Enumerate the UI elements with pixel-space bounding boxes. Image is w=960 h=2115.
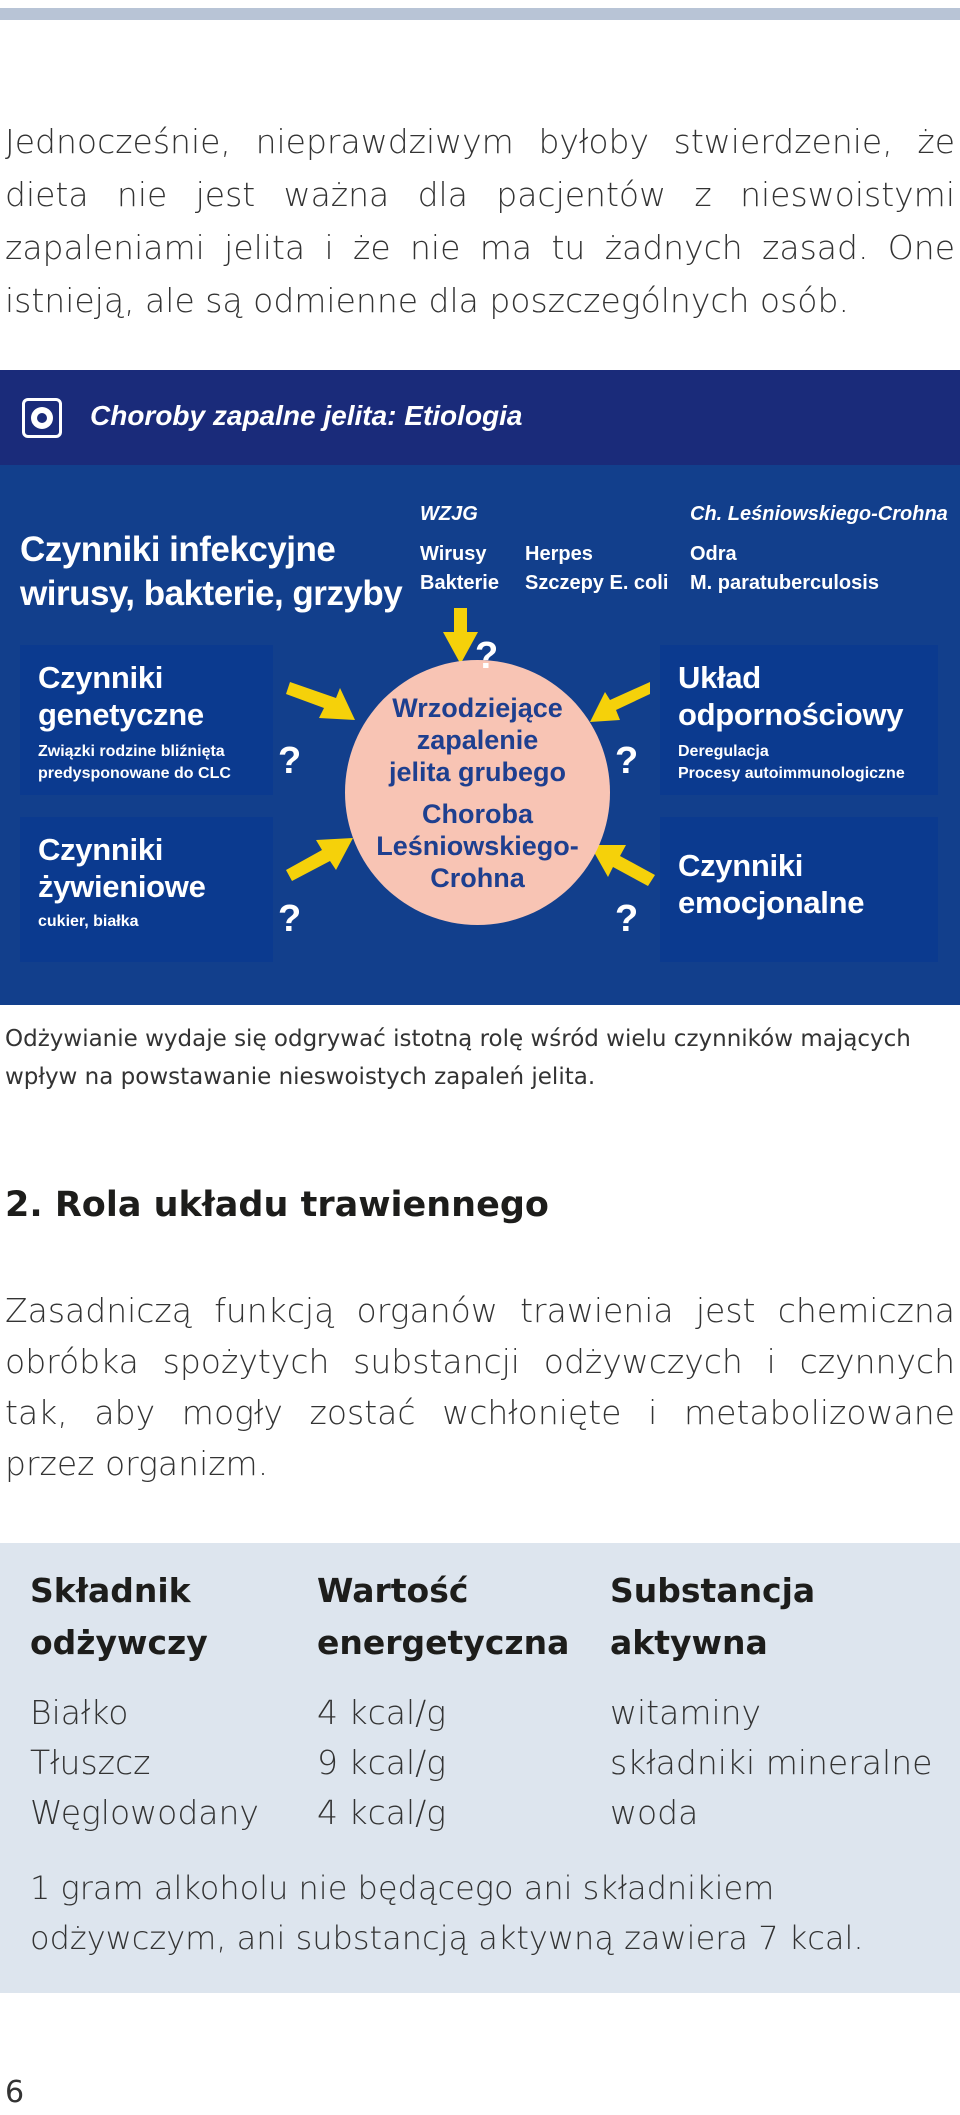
question-mark-emotional: ? <box>615 898 639 940</box>
top-divider <box>0 8 960 20</box>
infectious-col-crohn: Odra M. paratuberculosis <box>690 543 879 594</box>
arrow-diet-icon <box>286 838 353 881</box>
arrow-down-icon <box>443 608 478 664</box>
immune-system-box: Układ odpornościowy Deregulacja Procesy autoimmunologiczne <box>660 645 938 795</box>
etiology-figure <box>0 370 960 1005</box>
section-title: 2. Rola układu trawiennego <box>5 1185 549 1225</box>
infectious-col-viruses: Wirusy Bakterie <box>420 543 499 594</box>
intro-paragraph: Jednocześnie, nieprawdziwym byłoby stwierdzenie, że dieta nie jest ważna dla pacjentów z nieswoistymi zapaleniami jelita i że nie ma tu żadnych zasad. One istnieją, ale są odmienne dla poszczególnych osób. <box>5 122 955 320</box>
question-mark-genetic: ? <box>278 740 302 782</box>
alcohol-note: 1 gram alkoholu nie będącego ani składnikiem odżywczym, ani substancją aktywną zawiera 7 kcal. <box>30 1869 864 1957</box>
table-row: 4 kcal/g 9 kcal/g 4 kcal/g <box>317 1693 447 1832</box>
question-mark-top: ? <box>475 635 499 677</box>
figure-caption: Odżywianie wydaje się odgrywać istotną rolę wśród wielu czynników mających wpływ na powstawanie nieswoistych zapaleń jelita. <box>5 1026 911 1090</box>
crohn-heading: Ch. Leśniowskiego-Crohna <box>690 503 948 525</box>
table-row: Białko Tłuszcz Węglowodany <box>30 1693 259 1832</box>
dietary-factors-box: Czynniki żywieniowe cukier, białka <box>20 817 273 962</box>
header-energy: Wartość energetyczna <box>317 1571 570 1662</box>
wzjg-heading: WZJG <box>420 503 478 525</box>
genetic-factors-box: Czynniki genetyczne Związki rodzine bliźnięta predysponowane do CLC <box>20 645 273 795</box>
table-row: witaminy składniki mineralne woda <box>610 1693 933 1832</box>
figure-title: Choroby zapalne jelita: Etiologia <box>90 400 523 431</box>
header-nutrient: Składnik odżywczy <box>30 1571 208 1662</box>
page-number: 6 <box>5 2075 25 2110</box>
emotional-factors-box: Czynniki emocjonalne <box>660 817 938 962</box>
body-paragraph: Zasadniczą funkcją organów trawienia jest chemiczna obróbka spożytych substancji odżywczych i czynnych tak, aby mogły zostać wchłonięte i metabolizowane przez organizm. <box>5 1291 955 1483</box>
nutrient-table <box>0 1543 960 1993</box>
question-mark-diet: ? <box>278 898 302 940</box>
header-active: Substancja aktywna <box>610 1571 816 1662</box>
diagnosis-circle: Wrzodziejące zapalenie jelita grubego Choroba Leśniowskiego- Crohna <box>345 660 610 925</box>
infectious-col-wzjg: Herpes Szczepy E. coli <box>525 543 669 594</box>
question-mark-immune: ? <box>615 740 639 782</box>
infectious-factors: Czynniki infekcyjne wirusy, bakterie, grzyby <box>20 530 403 613</box>
